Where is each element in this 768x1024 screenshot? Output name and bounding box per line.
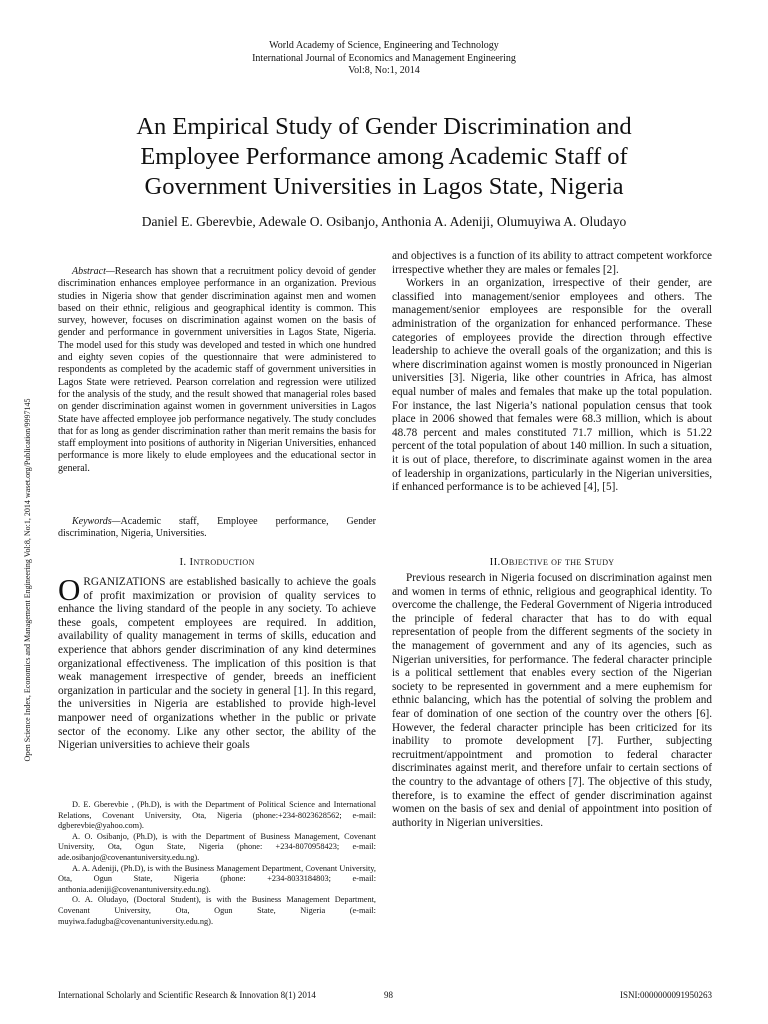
journal-publisher: World Academy of Science, Engineering and Technology bbox=[269, 40, 499, 51]
section-heading-objective bbox=[392, 556, 712, 568]
objective-heading-text: Objective of the Study bbox=[500, 556, 615, 568]
footnote: O. A. Oludayo, (Doctoral Student), is with the Business Management Department, Covenant University, Ota, Ogun State, Nigeria (e-mail: muyiwa.fadugba@covenantuniversity.edu.ng). bbox=[58, 895, 376, 926]
page-number: 98 bbox=[384, 990, 393, 1000]
introduction-body bbox=[58, 572, 376, 753]
paragraph: and objectives is a function of its ability to attract competent workforce irrespective whether they are males or females [2]. bbox=[392, 250, 712, 276]
objective-heading-number: II. bbox=[489, 556, 501, 568]
paragraph: Workers in an organization, irrespective of their gender, are classified into management/senior employees and others. The management/senior employees are responsible for the overall administration of the organization for enhanced performance. These categories of employees provide the direction through effective leadership to achieve the overall goals of the organization; and this is where discrimination against women is mostly pronounced in Nigerian universities [3]. Nigeria, like other countries in Africa, has almost equal number of males and females that make up the total population. For instance, the last Nigeria’s national population census that took place in 2006 showed that females were 68.3 million, which is about 48.78 percent and males constituted 71.7 million, which is 51.22 percent of the total population of about 140 million. In such a situation, it is out of place, therefore, to discriminate against women in the area of leadership in organizations, particularly in the Nigerian universities, if enhanced performance is to be achieved [4], [5]. bbox=[392, 277, 712, 494]
abstract bbox=[58, 266, 376, 475]
abstract-label-text: Abstract bbox=[72, 266, 106, 277]
paper-title bbox=[40, 112, 728, 202]
objective-body bbox=[392, 572, 712, 830]
footnote: D. E. Gberevbie , (Ph.D), is with the Department of Political Science and International Relations, Covenant University, Ota, Nigeria (phone:+234-8023628562; e-mail: dgberevbie@yahoo.com). bbox=[58, 800, 376, 831]
footer-publisher: International Scholarly and Scientific Research & Innovation 8(1) 2014 bbox=[58, 990, 316, 1000]
author-footnotes bbox=[58, 800, 376, 927]
right-column-top bbox=[392, 250, 712, 495]
keywords bbox=[58, 516, 376, 541]
intro-heading-text: Introduction bbox=[189, 556, 255, 568]
keywords-label bbox=[72, 516, 121, 527]
abstract-dash: — bbox=[105, 266, 115, 277]
journal-name: International Journal of Economics and Management Engineering bbox=[252, 52, 516, 64]
author-list: Daniel E. Gberevbie, Adewale O. Osibanjo, Anthonia A. Adeniji, Olumuyiwa A. Oludayo bbox=[141, 214, 627, 229]
abstract-text: Research has shown that a recruitment policy devoid of gender discrimination enhances employee performance in an organization. Previous studies in Nigeria show that gender discrimination against men and women based on their ethnic, religious and geographical identity is common. This survey, however, focuses on discrimination against women on the basis of gender and performance in government universities in Lagos State, Nigeria. The model used for this study was developed and tested in which one hundred and eighty seven copies of the questionnaire that were administered to respondents as completed by the academic staff of government universities in Lagos State were retrieved. Pearson correlation and regression were utilized for the analysis of the study, and the result showed that managerial roles based on gender discrimination against women in government universities in Lagos State have affected employee job performance negatively. The study concludes that for as long as gender discrimination rather than merit remains the basis for staff employment into positions of authority in Nigerian Universities, enhanced performance is more likely to elude employees and the educational sector in general. bbox=[58, 266, 376, 474]
keywords-label-text: Keywords bbox=[72, 516, 112, 527]
footnote: A. O. Osibanjo, (Ph.D), is with the Department of Business Management, Covenant University, Ota, Ogun State, Nigeria (phone: +234-8070958423; e-mail: ade.osibanjo@covenantuniversity.edu.ng). bbox=[58, 831, 376, 862]
footnote: A. A. Adeniji, (Ph.D), is with the Business Management Department, Covenant University, Ota, Ogun State, Nigeria (phone: +234-8033184803; e-mail: anthonia.adeniji@covenantuniversity.edu.ng). bbox=[58, 863, 376, 894]
journal-header bbox=[0, 40, 768, 78]
title-line-1: An Empirical Study of Gender Discrimination and bbox=[136, 113, 632, 140]
footer-isni: ISNI:0000000091950263 bbox=[620, 990, 712, 1000]
abstract-label bbox=[72, 266, 115, 277]
drop-cap: O bbox=[58, 572, 81, 607]
intro-lead-word: RGANIZATIONS bbox=[83, 576, 166, 588]
title-line-3: Government Universities in Lagos State, Nigeria bbox=[144, 173, 624, 200]
journal-volume: Vol:8, No:1, 2014 bbox=[348, 65, 420, 76]
title-line-2: Employee Performance among Academic Staff of bbox=[140, 143, 628, 170]
paragraph: Previous research in Nigeria focused on discrimination against men and women in terms of ethnic, religious and geographical identity. To overcome the challenge, the Federal Government of Nigeria introduced the principle of federal character that has to do with equal representation of people from the different segments of the society in the management of government and any of its agencies, such as Nigerian universities, for performance. The federal character principle is a political settlement that enables every section of the Nigerian society to be represented in government and a mere euphemism for ethnic balancing, which has the potential of solving the problem and fear of domination of one section of the country over the others [6]. However, the federal character principle has been criticized for its inability to promote development [7]. Further, subjecting recruitment/appointment and promotion to federal character discriminates against merit, and therefore unfair to certain sections of the country to the advantage of others [7]. The objective of this study, therefore, is to examine the effect of gender discrimination against women on the basis of sex and denial of appointment into position of authority in Nigerian universities. bbox=[392, 572, 712, 829]
keywords-dash: — bbox=[111, 516, 121, 527]
intro-text: are established basically to achieve the goals of profit maximization or provision of quality services to enhance the living standard of the people in any society. To achieve these goals, competent employees are required. In addition, availability of quality management in terms of skills, education and experience that abhors gender discrimination of any kind determines organizational effectiveness. The implication of this position is that weak management irrespective of gender, breeds an inefficient organization in particular and the society in general [1]. In this regard, the universities in Nigeria are established to provide high-level manpower need of organizations whether in the public or private sector of the economy. Like any other sector, the ability of the Nigerian universities to achieve their goals bbox=[58, 576, 376, 752]
keywords-text: Academic staff, Employee performance, Gender discrimination, Nigeria, Universities. bbox=[58, 516, 376, 540]
intro-heading-number: I. bbox=[179, 556, 190, 568]
side-margin-text: Open Science Index, Economics and Management Engineering Vol:8, No:1, 2014 waset.org/Publication/9997145 bbox=[23, 398, 32, 762]
section-heading-introduction bbox=[58, 556, 376, 568]
